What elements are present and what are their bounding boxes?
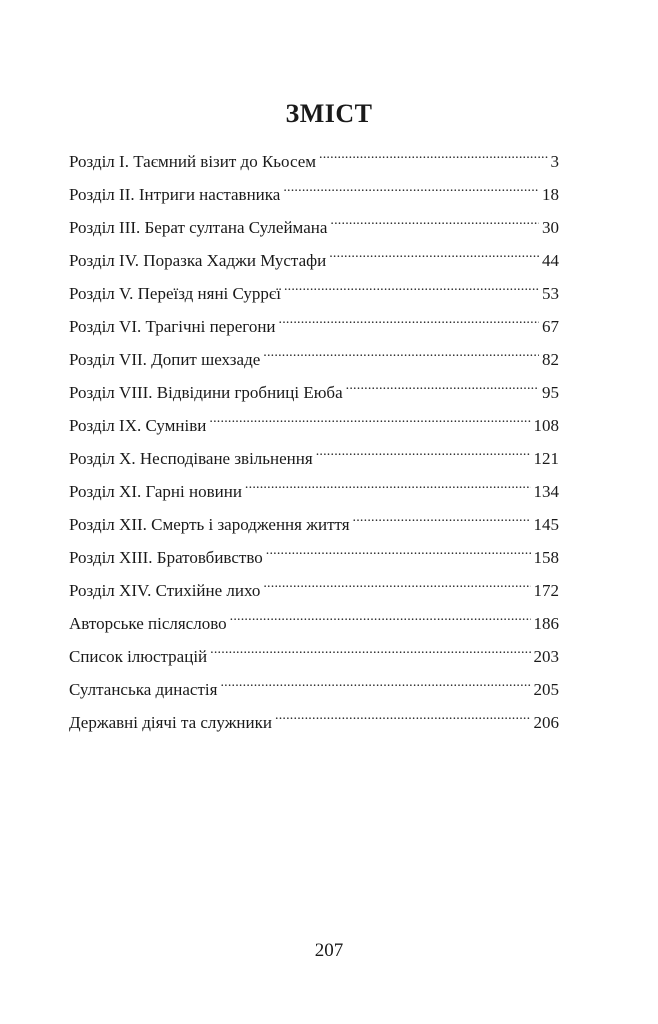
dot-leader: [266, 530, 531, 563]
toc-entry-label: Розділ VIII. Відвідини гробниці Еюба: [69, 383, 343, 402]
toc-entry-label: Авторське післяслово: [69, 614, 227, 633]
toc-entry-page: 108: [533, 416, 559, 435]
page-title: ЗМІСТ: [285, 99, 373, 129]
toc-entry-label: Список ілюстрацій: [69, 647, 208, 666]
dot-leader: [220, 662, 530, 695]
toc-entry-label: Розділ XII. Смерть і зародження життя: [69, 515, 350, 534]
dot-leader: [263, 332, 539, 365]
toc-entry-label: Розділ V. Переїзд няні Суррєї: [69, 284, 281, 303]
toc-entry-label: Розділ VI. Трагічні перегони: [69, 317, 276, 336]
toc-entry-page: 95: [542, 383, 559, 402]
toc-entry-label: Султанська династія: [69, 680, 218, 699]
toc-entry-label: Розділ III. Берат султана Сулеймана: [69, 218, 328, 237]
toc-entry-label: Розділ IV. Поразка Хаджи Мустафи: [69, 251, 327, 270]
dot-leader: [346, 365, 539, 398]
toc-entry-page: 186: [533, 614, 559, 633]
toc-entry-page: 145: [533, 515, 559, 534]
toc-entry-label: Розділ VII. Допит шехзаде: [69, 350, 261, 369]
toc-entry-page: 121: [533, 449, 559, 468]
toc-entry-label: Розділ X. Несподіване звільнення: [69, 449, 313, 468]
toc-entry-label: Розділ XIII. Братовбивство: [69, 548, 263, 567]
toc-entry-page: 3: [550, 152, 559, 171]
dot-leader: [284, 266, 539, 299]
toc-entry-page: 44: [542, 251, 559, 270]
toc-entry-page: 206: [533, 713, 559, 732]
toc-entry-page: 158: [533, 548, 559, 567]
toc-entry-label: Розділ XI. Гарні новини: [69, 482, 242, 501]
page-number: 207: [314, 940, 344, 961]
dot-leader: [329, 233, 539, 266]
dot-leader: [330, 200, 539, 233]
toc-entry-page: 82: [542, 350, 559, 369]
toc-entry-page: 203: [533, 647, 559, 666]
toc-entry-label: Державні діячі та служники: [69, 713, 272, 732]
toc-entry-page: 205: [533, 680, 559, 699]
dot-leader: [279, 299, 539, 332]
toc-entry-page: 134: [533, 482, 559, 501]
toc-entry-label: Розділ II. Інтриги наставника: [69, 185, 281, 204]
toc-entry-label: Розділ XIV. Стихійне лихо: [69, 581, 261, 600]
toc-entry-label: Розділ I. Таємний візит до Кьосем: [69, 152, 317, 171]
table-of-contents: [69, 134, 559, 732]
dot-leader: [275, 695, 531, 728]
toc-entry-page: 30: [542, 218, 559, 237]
toc-entry-page: 67: [542, 317, 559, 336]
toc-entry: [69, 134, 559, 171]
dot-leader: [263, 563, 530, 596]
toc-entry-page: 18: [542, 185, 559, 204]
toc-entry-label: Розділ IX. Сумніви: [69, 416, 207, 435]
dot-leader: [353, 497, 531, 530]
dot-leader: [316, 431, 531, 464]
dot-leader: [230, 596, 531, 629]
dot-leader: [319, 134, 547, 167]
toc-entry-page: 53: [542, 284, 559, 303]
dot-leader: [210, 629, 530, 662]
dot-leader: [245, 464, 531, 497]
dot-leader: [209, 398, 530, 431]
toc-entry-page: 172: [533, 581, 559, 600]
dot-leader: [283, 167, 539, 200]
